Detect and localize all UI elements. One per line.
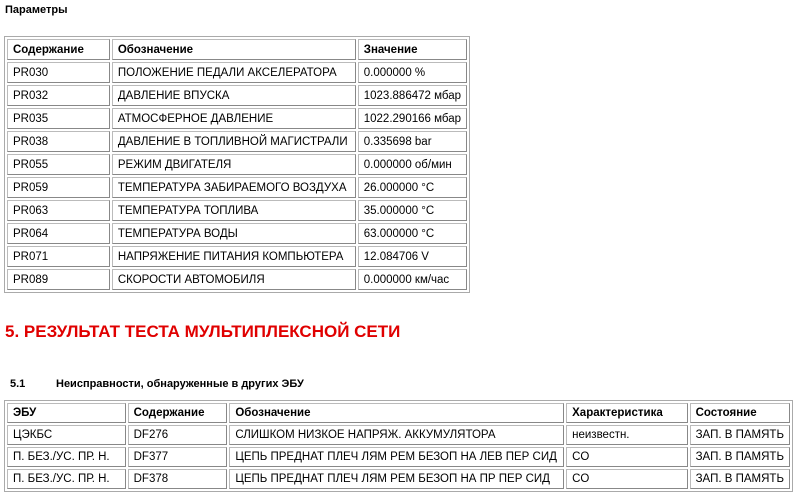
table-cell: 1022.290166 мбар <box>358 108 467 129</box>
table-cell: НАПРЯЖЕНИЕ ПИТАНИЯ КОМПЬЮТЕРА <box>112 246 356 267</box>
table-cell: PR064 <box>7 223 110 244</box>
table-row <box>7 108 467 129</box>
table-cell: CO <box>566 447 687 467</box>
column-header: Содержание <box>7 39 110 60</box>
table-cell: ЦЕПЬ ПРЕДНАТ ПЛЕЧ ЛЯМ РЕМ БЕЗОП НА ПР ПЕР СИД <box>229 469 564 489</box>
section-5-1-heading <box>10 378 304 390</box>
table-row <box>7 177 467 198</box>
table-cell: неизвестн. <box>566 425 687 445</box>
table-cell: 0.000000 об/мин <box>358 154 467 175</box>
table-cell: ДАВЛЕНИЕ ВПУСКА <box>112 85 356 106</box>
table-cell: 63.000000 °C <box>358 223 467 244</box>
table-cell: 0.000000 % <box>358 62 467 83</box>
table-row <box>7 246 467 267</box>
table-cell: PR030 <box>7 62 110 83</box>
table-cell: П. БЕЗ./УС. ПР. Н. <box>7 469 126 489</box>
column-header: Содержание <box>128 403 228 423</box>
table-cell: DF377 <box>128 447 228 467</box>
table-cell: PR035 <box>7 108 110 129</box>
table-cell: PR032 <box>7 85 110 106</box>
params-table <box>4 36 470 293</box>
table-row <box>7 154 467 175</box>
table-cell: PR038 <box>7 131 110 152</box>
table-cell: РЕЖИМ ДВИГАТЕЛЯ <box>112 154 356 175</box>
table-cell: СКОРОСТИ АВТОМОБИЛЯ <box>112 269 356 290</box>
section-title: Неисправности, обнаруженные в других ЭБУ <box>56 378 304 390</box>
table-cell: DF276 <box>128 425 228 445</box>
table-cell: П. БЕЗ./УС. ПР. Н. <box>7 447 126 467</box>
table-row <box>7 447 790 467</box>
column-header: Состояние <box>690 403 790 423</box>
table-cell: CO <box>566 469 687 489</box>
table-cell: ЦЭКБС <box>7 425 126 445</box>
section-5-heading: 5. РЕЗУЛЬТАТ ТЕСТА МУЛЬТИПЛЕКСНОЙ СЕТИ <box>5 322 401 341</box>
table-cell: СЛИШКОМ НИЗКОЕ НАПРЯЖ. АККУМУЛЯТОРА <box>229 425 564 445</box>
column-header: Характеристика <box>566 403 687 423</box>
faults-table <box>4 400 793 492</box>
table-cell: ЗАП. В ПАМЯТЬ <box>690 425 790 445</box>
section-number: 5.1 <box>10 378 26 390</box>
table-cell: ТЕМПЕРАТУРА ЗАБИРАЕМОГО ВОЗДУХА <box>112 177 356 198</box>
table-cell: PR071 <box>7 246 110 267</box>
table-cell: ПОЛОЖЕНИЕ ПЕДАЛИ АКСЕЛЕРАТОРА <box>112 62 356 83</box>
table-row <box>7 200 467 221</box>
table-cell: 26.000000 °C <box>358 177 467 198</box>
table-cell: PR063 <box>7 200 110 221</box>
table-cell: ТЕМПЕРАТУРА ВОДЫ <box>112 223 356 244</box>
table-row <box>7 85 467 106</box>
table-cell: 35.000000 °C <box>358 200 467 221</box>
table-header-row <box>7 39 467 60</box>
table-cell: ТЕМПЕРАТУРА ТОПЛИВА <box>112 200 356 221</box>
table-cell: PR059 <box>7 177 110 198</box>
table-row <box>7 269 467 290</box>
table-header-row <box>7 403 790 423</box>
table-cell: ЗАП. В ПАМЯТЬ <box>690 447 790 467</box>
table-cell: 0.335698 bar <box>358 131 467 152</box>
table-cell: ЦЕПЬ ПРЕДНАТ ПЛЕЧ ЛЯМ РЕМ БЕЗОП НА ЛЕВ ПЕР СИД <box>229 447 564 467</box>
table-cell: DF378 <box>128 469 228 489</box>
column-header: Обозначение <box>112 39 356 60</box>
table-row <box>7 469 790 489</box>
table-row <box>7 425 790 445</box>
column-header: ЭБУ <box>7 403 126 423</box>
column-header: Обозначение <box>229 403 564 423</box>
params-title: Параметры <box>5 4 68 16</box>
table-row <box>7 223 467 244</box>
table-row <box>7 62 467 83</box>
table-cell: 0.000000 км/час <box>358 269 467 290</box>
table-cell: 1023.886472 мбар <box>358 85 467 106</box>
table-cell: ДАВЛЕНИЕ В ТОПЛИВНОЙ МАГИСТРАЛИ <box>112 131 356 152</box>
table-cell: АТМОСФЕРНОЕ ДАВЛЕНИЕ <box>112 108 356 129</box>
table-cell: PR055 <box>7 154 110 175</box>
column-header: Значение <box>358 39 467 60</box>
table-cell: PR089 <box>7 269 110 290</box>
table-cell: ЗАП. В ПАМЯТЬ <box>690 469 790 489</box>
table-row <box>7 131 467 152</box>
table-cell: 12.084706 V <box>358 246 467 267</box>
